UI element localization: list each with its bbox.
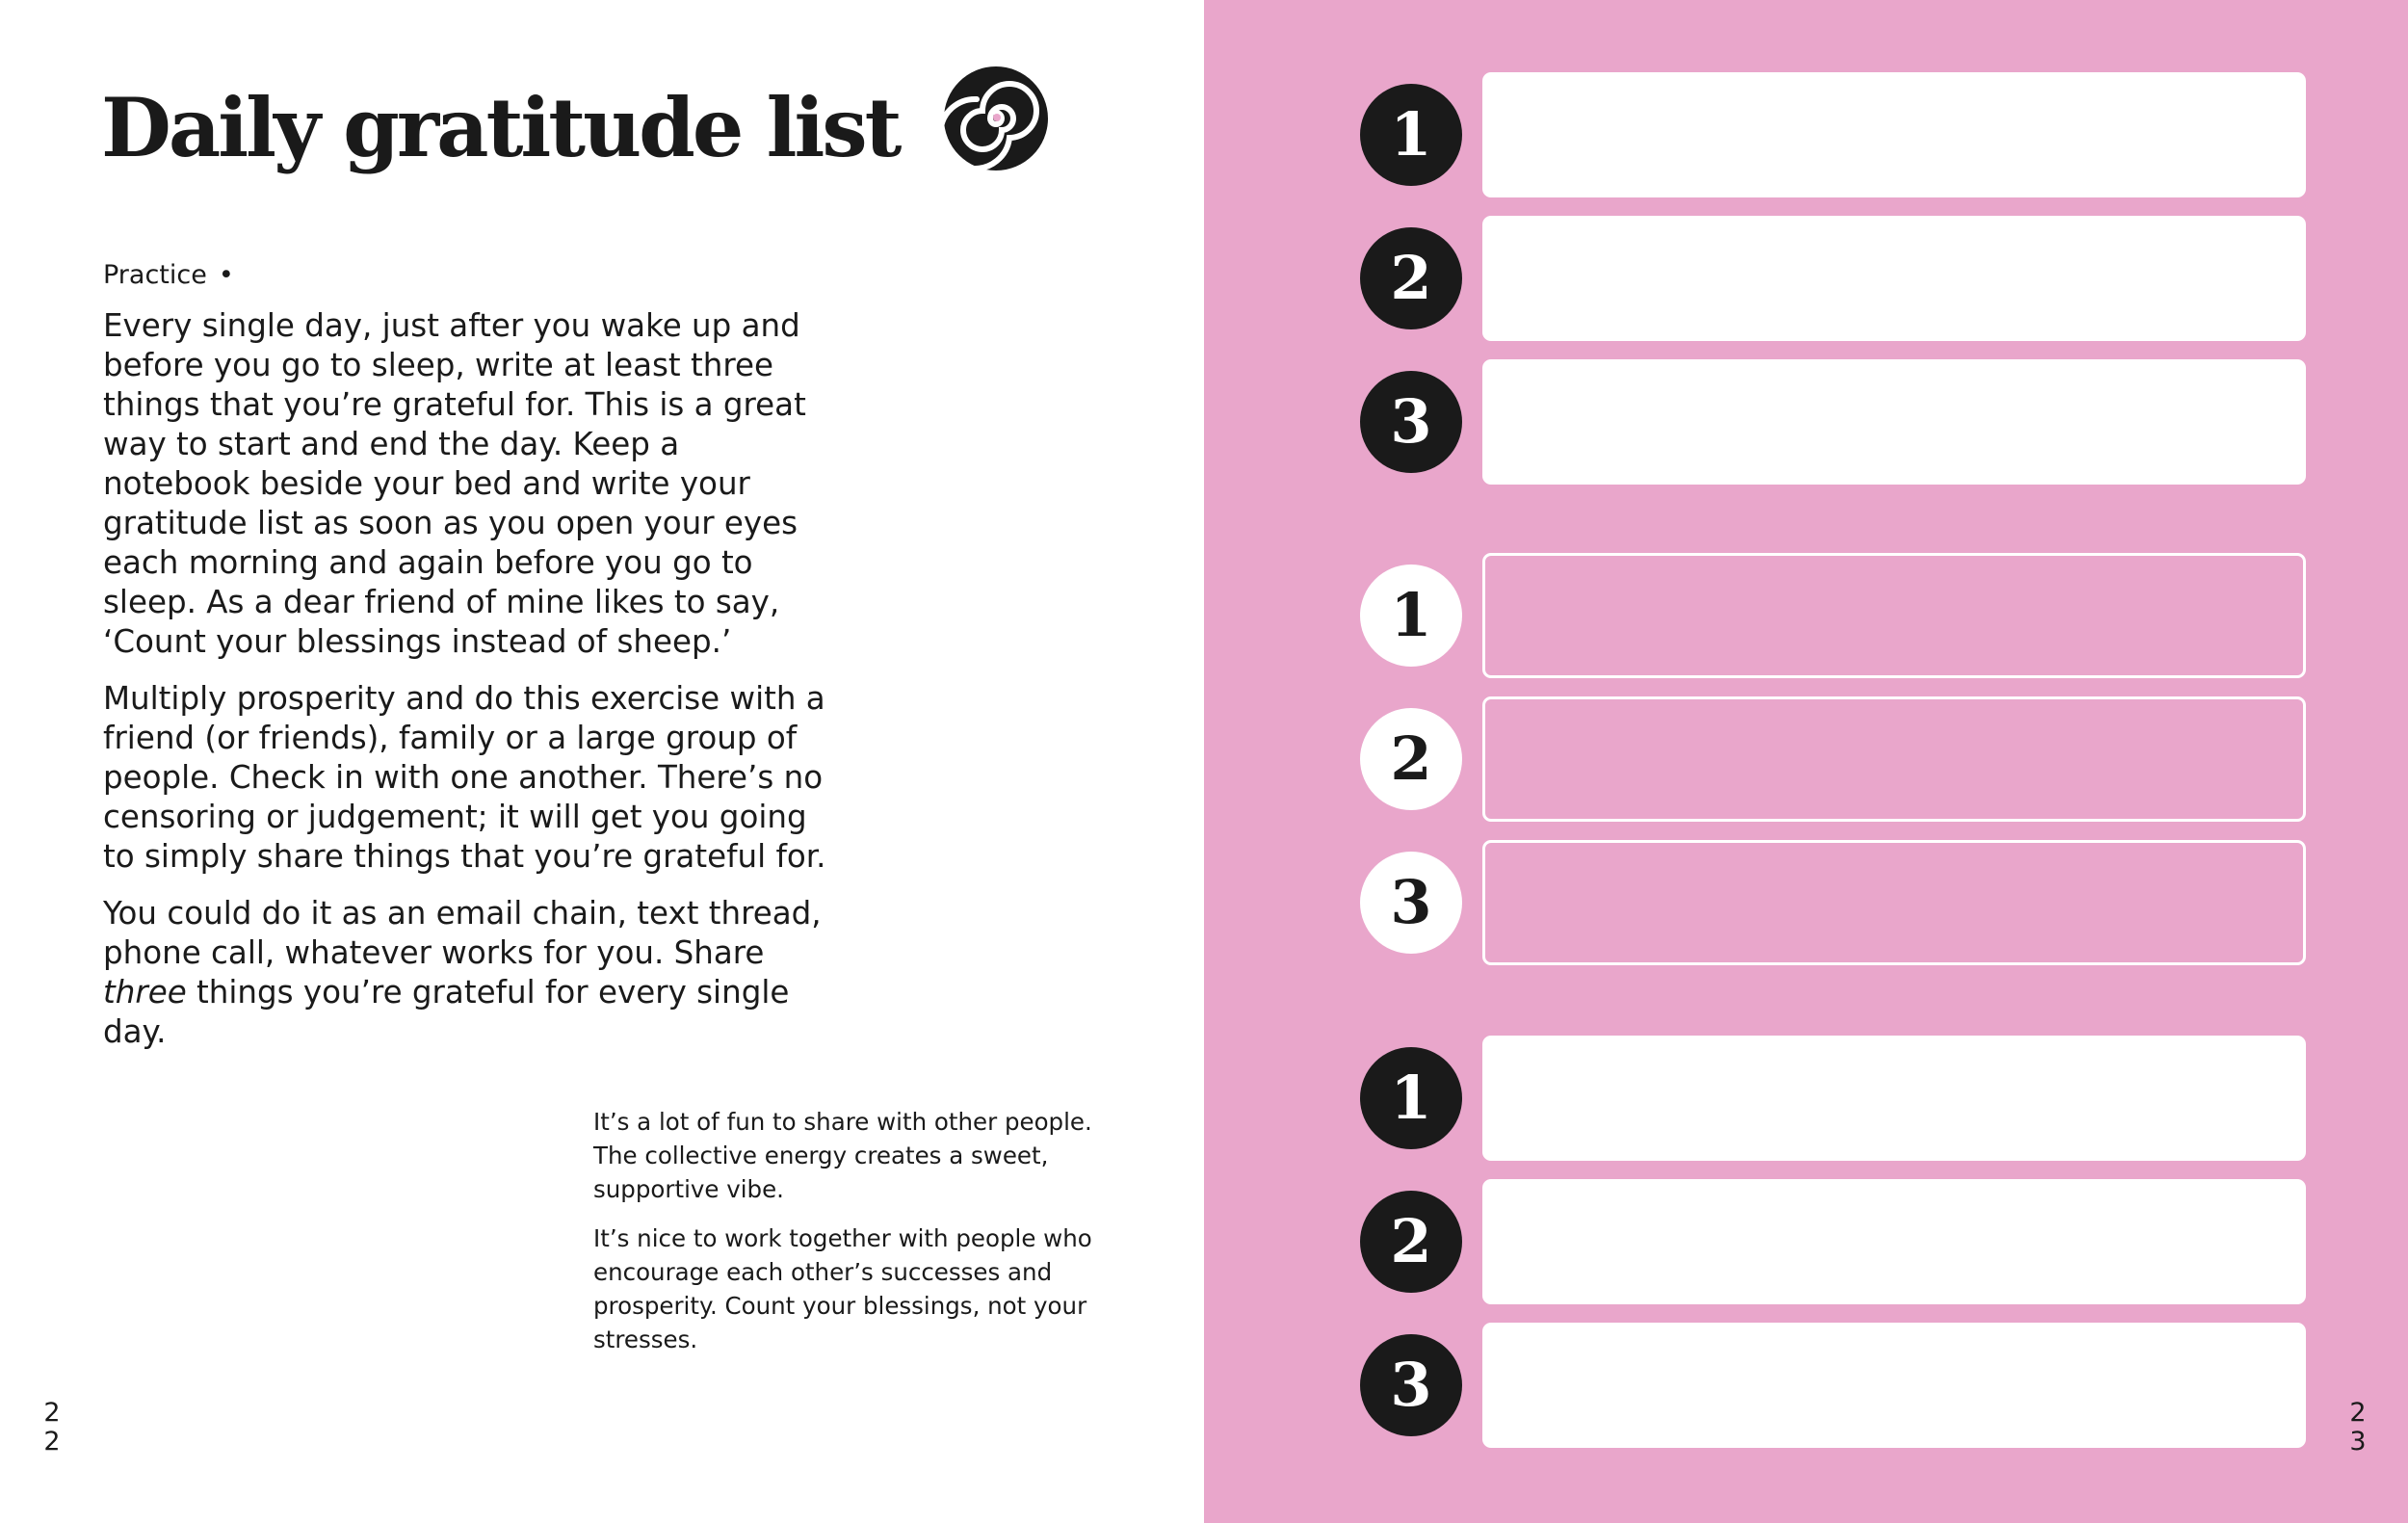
note-2: It’s nice to work together with people who encourage each other’s successes and prosperity. Count your blessings, not your stresses.: [593, 1224, 1092, 1353]
gratitude-write-box[interactable]: [1482, 216, 2306, 341]
swirl-icon: [942, 65, 1050, 172]
number-badge: 2: [1360, 708, 1462, 810]
number-badge: 2: [1360, 227, 1462, 329]
number-badge: 3: [1360, 1334, 1462, 1436]
number-badge: 3: [1360, 371, 1462, 473]
gratitude-write-box[interactable]: [1482, 553, 2306, 678]
gratitude-write-box[interactable]: [1482, 359, 2306, 485]
gratitude-entry: [1360, 553, 2306, 678]
number-badge: 1: [1360, 565, 1462, 667]
gratitude-entry: [1360, 216, 2306, 341]
gratitude-entry: [1360, 840, 2306, 965]
gratitude-write-box[interactable]: [1482, 840, 2306, 965]
gratitude-write-box[interactable]: [1482, 1179, 2306, 1304]
gratitude-entry: [1360, 359, 2306, 485]
side-notes: [593, 1105, 1094, 1372]
paragraph-3-start: You could do it as an email chain, text thread, phone call, whatever works for you. Share: [103, 895, 822, 971]
paragraph-3-end: things you’re grateful for every single day.: [103, 974, 790, 1050]
bullet-dot: •: [218, 260, 234, 290]
note-1: It’s a lot of fun to share with other people. The collective energy creates a sweet, supportive vibe.: [593, 1108, 1092, 1203]
page-number-right: 23: [2349, 1398, 2367, 1457]
number-badge: 2: [1360, 1191, 1462, 1293]
number-badge: 1: [1360, 84, 1462, 186]
body-text: [103, 306, 835, 1069]
gratitude-entry: [1360, 1323, 2306, 1448]
paragraph-1: Every single day, just after you wake up and before you go to sleep, write at least three things that you’re grateful for. This is a great way to start and end the day. Keep a notebook beside your bed and write your gratitude list as soon as you open your eyes each morning and again before you go to sleep. As a dear friend of mine likes to say, ‘Count your blessings instead of sheep.’: [103, 307, 806, 660]
page-title: Daily gratitude list: [101, 80, 900, 175]
gratitude-write-box[interactable]: [1482, 1323, 2306, 1448]
gratitude-entry: [1360, 696, 2306, 822]
gratitude-write-box[interactable]: [1482, 696, 2306, 822]
page-number-left: 22: [43, 1398, 61, 1457]
gratitude-write-box[interactable]: [1482, 1036, 2306, 1161]
section-label: [103, 258, 234, 293]
paragraph-2: Multiply prosperity and do this exercise with a friend (or friends), family or a large group of people. Check in with one another. There’s no censoring or judgement; it will get you going to simply share things that you’re grateful for.: [103, 680, 826, 875]
emphasis-three: three: [103, 974, 187, 1011]
section-label-text: Practice: [103, 260, 207, 290]
paragraph-3: [103, 894, 835, 1052]
gratitude-entry: [1360, 1179, 2306, 1304]
gratitude-entry: [1360, 1036, 2306, 1161]
gratitude-write-box[interactable]: [1482, 72, 2306, 197]
number-badge: 1: [1360, 1047, 1462, 1149]
gratitude-entry: [1360, 72, 2306, 197]
number-badge: 3: [1360, 852, 1462, 954]
